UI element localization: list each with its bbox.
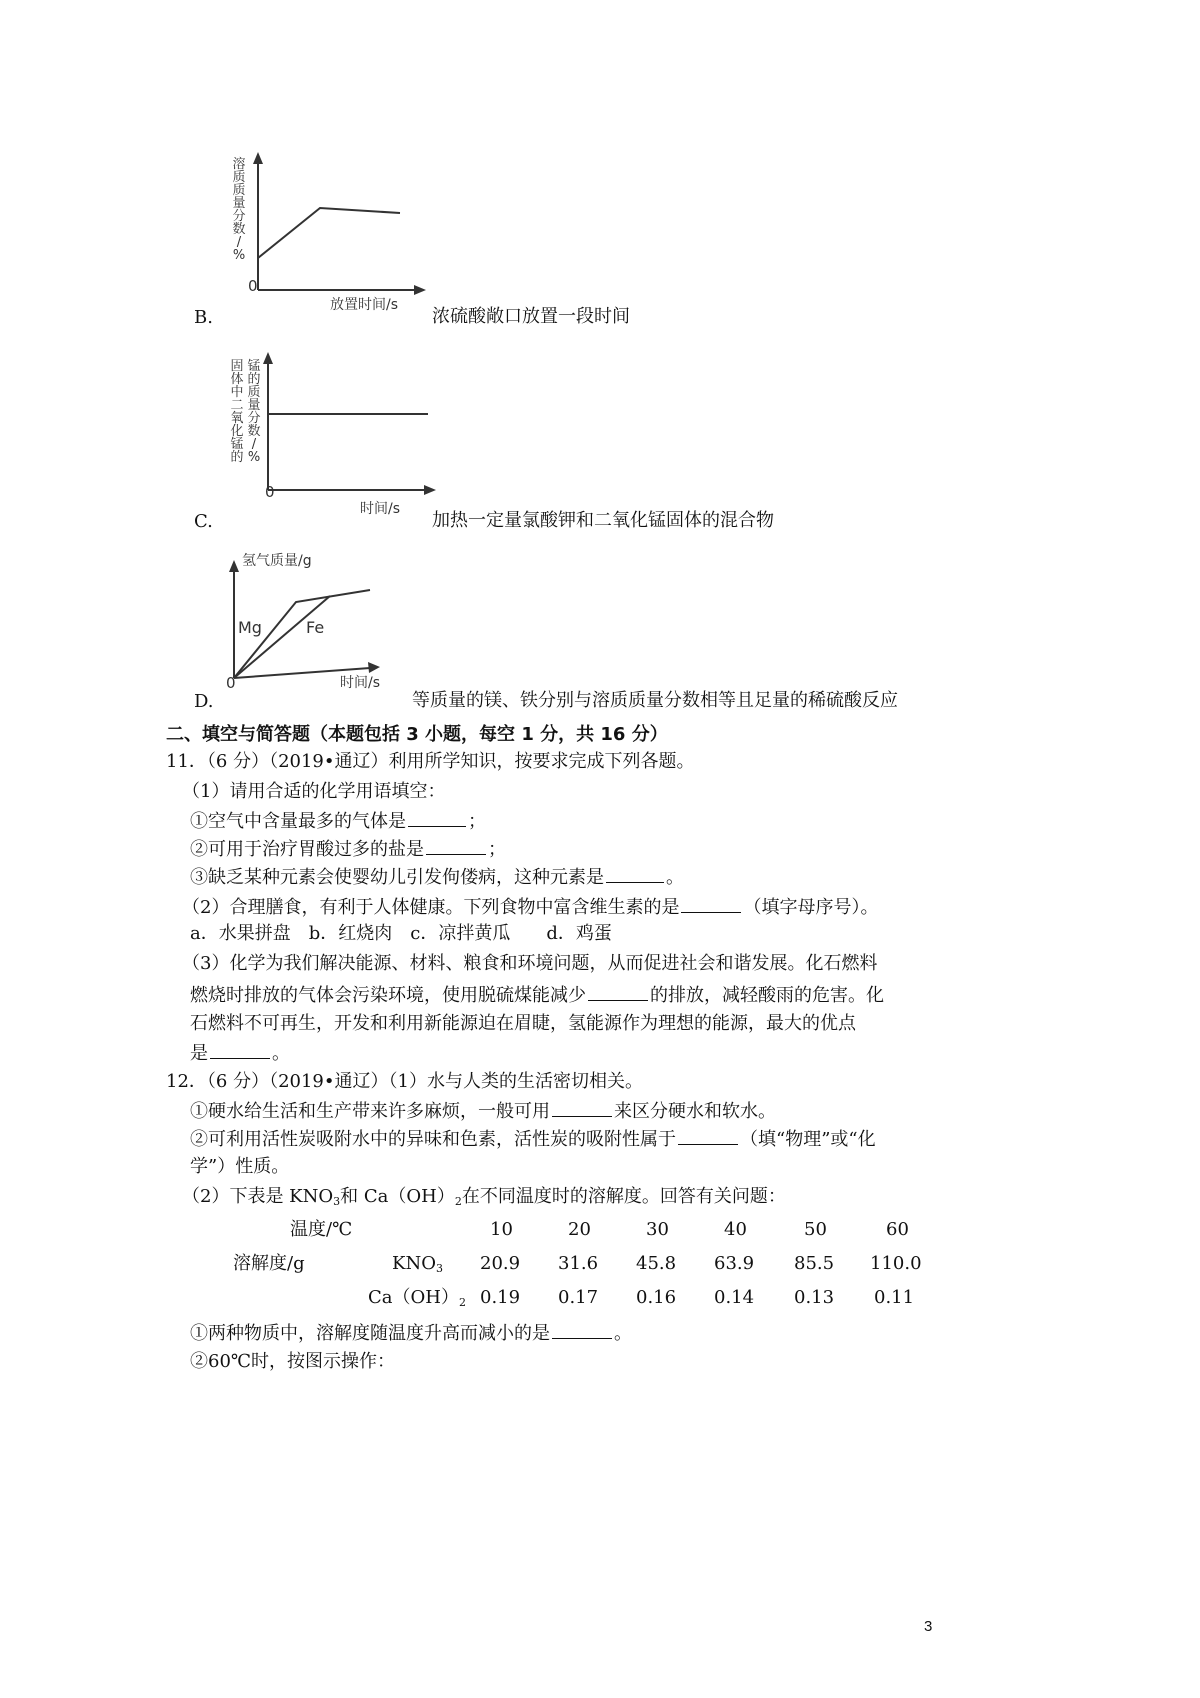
q11-part1-a-text: ①空气中含量最多的气体是	[190, 811, 406, 832]
q12-part2-end: 在不同温度时的溶解度。回答有关问题：	[461, 1186, 786, 1207]
caoh-cell: 0.17	[558, 1287, 599, 1308]
graph-c-x-arrow	[424, 485, 436, 495]
q12-part2-a-end: 。	[614, 1323, 632, 1344]
q11-part3-line4-end: 。	[272, 1043, 290, 1064]
q11-part3-line2-text: 燃烧时排放的气体会污染环境，使用脱硫煤能减少	[190, 985, 586, 1006]
graph-b-ylabel-char: 质	[232, 183, 246, 198]
caoh-cell: 0.11	[874, 1287, 915, 1308]
table-temp-label: 温度/℃	[290, 1219, 353, 1240]
q12-part1-b	[190, 1126, 876, 1152]
q11-part1-c-end: 。	[666, 867, 684, 888]
answer-blank[interactable]	[606, 864, 664, 883]
section-heading: 二、填空与简答题（本题包括 3 小题，每空 1 分，共 16 分）	[166, 724, 668, 745]
page-number: 3	[924, 1618, 933, 1635]
answer-blank[interactable]	[210, 1040, 270, 1059]
graph-c-y-arrow	[263, 352, 273, 364]
q12-part2	[182, 1185, 786, 1214]
q11-part2-options: a．水果拼盘 b．红烧肉 c．凉拌黄瓜 d．鸡蛋	[190, 923, 612, 944]
temp-cell: 20	[568, 1219, 591, 1240]
graph-b-ylabel-char: 分	[232, 209, 246, 224]
q11-part3-line1: （3）化学为我们解决能源、材料、粮食和环境问题，从而促进社会和谐发展。化石燃料	[182, 953, 878, 974]
q11-part3-line3: 石燃料不可再生，开发和利用新能源迫在眉睫，氢能源作为理想的能源，最大的优点	[190, 1013, 856, 1034]
graph-b-curve	[258, 208, 400, 258]
graph-c-ylabel-char: 体	[230, 372, 244, 387]
answer-blank[interactable]	[408, 808, 466, 827]
answer-blank[interactable]	[678, 1126, 738, 1145]
caoh-text: Ca（OH）	[368, 1287, 459, 1308]
graph-c-ylabel-char: 锰	[230, 437, 244, 452]
option-c-letter: C.	[194, 511, 213, 532]
option-d-letter: D.	[194, 691, 214, 712]
q11-part1-b-end: ；	[488, 839, 506, 860]
graph-c-xlabel: 时间/s	[360, 501, 401, 517]
q12-part1-b-text: ②可利用活性炭吸附水中的异味和色素，活性炭的吸附性属于	[190, 1129, 676, 1150]
kno3-sub: 3	[435, 1262, 443, 1275]
q12-part2-mid: 和 Ca（OH）	[340, 1186, 455, 1207]
graph-c-ylabel-char: 的	[247, 372, 261, 387]
q12-part1-b-line2: 学”）性质。	[190, 1156, 290, 1177]
graph-d-series-fe: Fe	[306, 618, 325, 637]
graph-d-y-arrow	[229, 560, 239, 572]
q12-part2-a-text: ①两种物质中，溶解度随温度升高而减小的是	[190, 1323, 550, 1344]
q11-part1-a	[190, 808, 486, 834]
graph-d-curve-fe	[234, 596, 330, 678]
graph-b-xlabel: 放置时间/s	[330, 297, 399, 313]
option-b-letter: B.	[194, 307, 213, 328]
q11-part3-line2-end: 的排放，减轻酸雨的危害。化	[650, 985, 884, 1006]
table-caoh-label	[368, 1286, 466, 1315]
answer-blank[interactable]	[681, 894, 741, 913]
graph-b-ylabel-char: 量	[232, 196, 246, 211]
graph-b-y-arrow	[253, 152, 263, 164]
option-d-text: 等质量的镁、铁分别与溶质质量分数相等且足量的稀硫酸反应	[412, 690, 898, 711]
graph-c-ylabel-char: 质	[247, 385, 261, 400]
temp-cell: 50	[804, 1219, 827, 1240]
graph-b-x-arrow	[414, 285, 426, 295]
q11-part1-b	[190, 836, 506, 862]
caoh-cell: 0.14	[714, 1287, 755, 1308]
graph-c-ylabel-char: 固	[230, 359, 244, 374]
graph-d-xlabel: 时间/s	[340, 675, 381, 691]
q11-part3-line2	[190, 982, 884, 1008]
kno3-text: KNO	[392, 1253, 436, 1274]
q11-part1-c	[190, 864, 684, 890]
q12-part1-a-end: 来区分硬水和软水。	[614, 1101, 776, 1122]
graph-b-origin: 0	[248, 277, 258, 295]
q11-part2-end: （填字母序号）。	[743, 897, 879, 918]
table-solubility-label: 溶解度/g	[233, 1253, 305, 1274]
graph-c-ylabel-char: 量	[247, 398, 261, 413]
graph-c-ylabel-char: 锰	[247, 359, 261, 374]
graph-b-ylabel-char: 数	[232, 222, 246, 237]
graph-b-ylabel-char: 质	[232, 170, 246, 185]
graph-c-ylabel-char: %	[247, 450, 261, 465]
graph-c-ylabel-char: /	[251, 437, 257, 452]
graph-d-ylabel: 氢气质量/g	[242, 553, 312, 569]
q11-part1-a-end: ；	[468, 811, 486, 832]
graph-b-ylabel-char: /	[236, 235, 242, 250]
answer-blank[interactable]	[552, 1320, 612, 1339]
answer-blank[interactable]	[588, 982, 648, 1001]
q11-part1: （1）请用合适的化学用语填空：	[182, 781, 446, 802]
graph-c-ylabel-char: 数	[247, 424, 261, 439]
kno3-cell: 45.8	[636, 1253, 677, 1274]
q11-part2	[182, 894, 878, 920]
graph-d-series-mg: Mg	[238, 618, 262, 637]
q12-heading: 12．（6 分）（2019•通辽）（1）水与人类的生活密切相关。	[166, 1071, 643, 1092]
q11-part3-line4	[190, 1040, 290, 1066]
option-b-text: 浓硫酸敞口放置一段时间	[432, 306, 630, 327]
caoh-cell: 0.19	[480, 1287, 521, 1308]
kno3-cell: 85.5	[794, 1253, 835, 1274]
q11-heading: 11．（6 分）（2019•通辽）利用所学知识，按要求完成下列各题。	[166, 751, 695, 772]
q11-part1-b-text: ②可用于治疗胃酸过多的盐是	[190, 839, 424, 860]
graph-c-origin: 0	[265, 483, 275, 501]
q12-part1-a	[190, 1098, 776, 1124]
graph-c-ylabel-char: 中	[230, 385, 244, 400]
graph-d-origin: 0	[226, 674, 236, 692]
q12-part2-text: （2）下表是 KNO	[182, 1186, 334, 1207]
answer-blank[interactable]	[552, 1098, 612, 1117]
table-kno3-label	[392, 1252, 443, 1281]
q12-part2-sub1: 3	[333, 1195, 341, 1208]
q11-part1-c-text: ③缺乏某种元素会使婴幼儿引发佝偻病，这种元素是	[190, 867, 604, 888]
kno3-cell: 31.6	[558, 1253, 599, 1274]
temp-cell: 60	[886, 1219, 909, 1240]
graph-c-ylabel-char: 分	[247, 411, 261, 426]
q12-part1-a-text: ①硬水给生活和生产带来许多麻烦，一般可用	[190, 1101, 550, 1122]
graph-c-ylabel-char: 氧	[230, 411, 244, 426]
caoh-cell: 0.16	[636, 1287, 677, 1308]
caoh-sub: 2	[458, 1296, 466, 1309]
graph-b-ylabel-char: %	[232, 248, 246, 263]
q11-part2-text: （2）合理膳食，有利于人体健康。下列食物中富含维生素的是	[182, 897, 680, 918]
caoh-cell: 0.13	[794, 1287, 835, 1308]
q11-part3-line4-text: 是	[190, 1043, 208, 1064]
kno3-cell: 110.0	[870, 1253, 922, 1274]
graph-b-ylabel-char: 溶	[232, 157, 246, 172]
option-c-text: 加热一定量氯酸钾和二氧化锰固体的混合物	[432, 510, 774, 531]
temp-cell: 30	[646, 1219, 669, 1240]
temp-cell: 40	[724, 1219, 747, 1240]
graph-c-ylabel-char: 的	[230, 450, 244, 465]
graph-c-ylabel-char: 化	[230, 424, 244, 439]
kno3-cell: 20.9	[480, 1253, 521, 1274]
temp-cell: 10	[490, 1219, 513, 1240]
graph-c-ylabel-char: 二	[230, 398, 244, 413]
q12-part1-b-end: （填“物理”或“化	[740, 1129, 876, 1150]
q12-part2-a	[190, 1320, 632, 1346]
kno3-cell: 63.9	[714, 1253, 755, 1274]
graph-b-plot	[220, 150, 430, 330]
q12-part2-sub2: 2	[454, 1195, 462, 1208]
answer-blank[interactable]	[426, 836, 486, 855]
q12-part2-b: ②60℃时，按图示操作：	[190, 1351, 396, 1372]
